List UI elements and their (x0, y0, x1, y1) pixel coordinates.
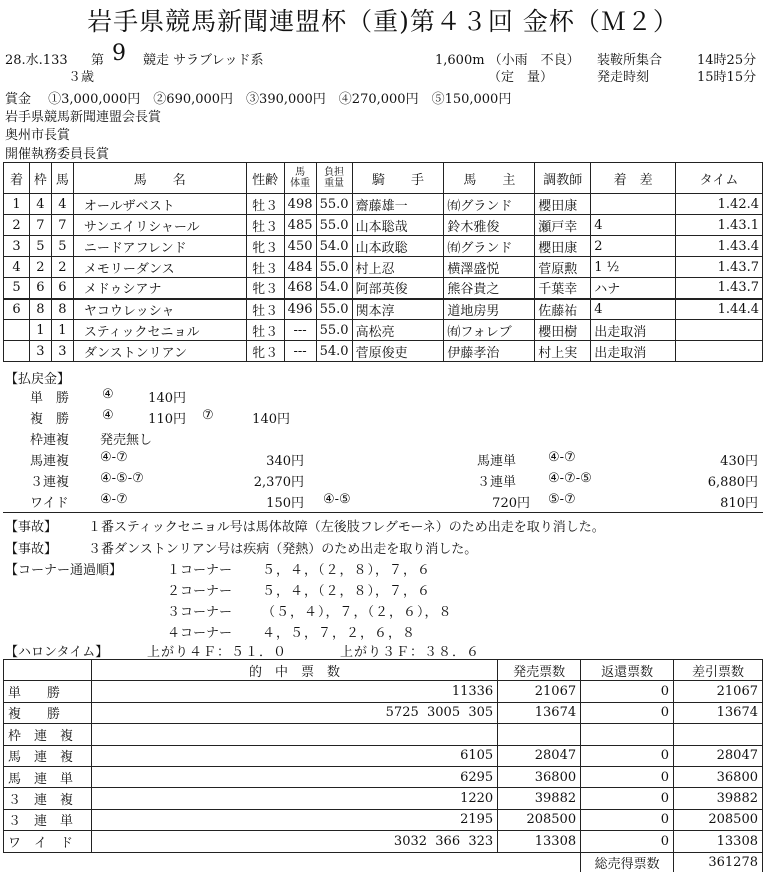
corner-1-order: ５，４，（２，８），７，６ (262, 563, 432, 578)
result-row (4, 236, 763, 257)
result-jockey: 齋藤雄一 (352, 194, 444, 215)
corner-2-order: ５，４，（２，８），７，６ (262, 584, 432, 599)
result-frame: 1 (29, 320, 51, 341)
corner-2-name: ２コーナー (167, 584, 233, 599)
accident-1-text: １番スティックセニョル号は馬体故障（左後肢フレグモーネ）のため出走を取り消した。 (88, 520, 605, 535)
wakuren-text: 発売無し (100, 433, 153, 448)
result-jockey: 高松亮 (352, 320, 444, 341)
result-trainer: 櫻田康 (535, 194, 591, 215)
result-trainer: 瀬戸幸 (535, 215, 591, 236)
result-weight: --- (284, 341, 316, 362)
race-date-code: 28.水.133 (5, 53, 68, 68)
result-owner: ㈲グランド (444, 194, 535, 215)
result-burden: 54.0 (316, 278, 352, 299)
result-time: 1.43.7 (676, 278, 763, 299)
accident-2-text: ３番ダンストンリアン号は疾病（発熱）のため出走を取り消した。 (88, 542, 478, 557)
corners-label: 【コーナー通過順】 (5, 563, 123, 578)
result-horse-name: ダンストンリアン (73, 341, 246, 362)
result-trainer: 櫻田康 (535, 236, 591, 257)
result-burden: 55.0 (316, 299, 352, 320)
award-2: 奥州市長賞 (5, 128, 71, 143)
accident-1-label: 【事故】 (5, 520, 58, 535)
umaren-tan-label: 馬連単 (477, 454, 517, 469)
result-weight: 468 (284, 278, 316, 299)
wide-combo-1: ④-⑦ (100, 492, 128, 507)
votes-total-label: 総売得票数 (581, 852, 674, 872)
result-jockey: 阿部英俊 (352, 278, 444, 299)
result-trainer: 千葉幸 (535, 278, 591, 299)
result-sex-age: 牡３ (246, 194, 284, 215)
vote-net: 28047 (674, 745, 763, 766)
tansho-combo: ④ (102, 387, 114, 402)
result-row (4, 320, 763, 341)
result-margin: 2 (591, 236, 676, 257)
wide-combo-2: ④-⑤ (323, 492, 351, 507)
vote-net: 21067 (674, 681, 763, 702)
result-horse-no: 1 (51, 320, 73, 341)
result-horse-name: サンエイリシャール (73, 215, 246, 236)
furlong-last4f: 上がり４Ｆ：５１．０ (147, 645, 288, 660)
vote-type: 複 勝 (4, 702, 92, 723)
results-header-row (4, 163, 763, 194)
vote-sold (498, 724, 581, 745)
result-owner: 道地房男 (444, 299, 535, 320)
umaren-tan-amount: 430円 (720, 454, 758, 469)
tansho-label: 単 勝 (30, 391, 70, 406)
result-frame: 8 (29, 299, 51, 320)
votes-total-blank-3 (498, 852, 581, 872)
result-row (4, 257, 763, 278)
result-burden: 55.0 (316, 215, 352, 236)
result-row (4, 215, 763, 236)
vote-sold: 28047 (498, 745, 581, 766)
wide-amount-3: 810円 (720, 496, 758, 511)
vote-row (4, 766, 763, 787)
sanren-fuku-amount: 2,370円 (253, 475, 304, 490)
result-horse-name: メドゥシアナ (73, 278, 246, 299)
race-title: 岩手県競馬新聞連盟杯（重)第４３回 金杯（Ｍ２） (87, 7, 679, 36)
header-horse-name: 馬 名 (73, 163, 246, 194)
vote-refund: 0 (581, 702, 674, 723)
vote-hit: 2195 (91, 809, 497, 830)
vote-refund: 0 (581, 681, 674, 702)
gather-label: 装鞍所集合 (597, 53, 663, 68)
sanren-fuku-combo: ④-⑤-⑦ (100, 471, 144, 486)
result-rank (4, 341, 30, 362)
result-burden: 55.0 (316, 194, 352, 215)
vote-hit: 6295 (91, 766, 497, 787)
result-sex-age: 牡３ (246, 257, 284, 278)
result-time: 1.43.1 (676, 215, 763, 236)
result-horse-name: オールザベスト (73, 194, 246, 215)
result-horse-no: 2 (51, 257, 73, 278)
votes-header-sold: 発売票数 (498, 660, 581, 681)
vote-net: 13674 (674, 702, 763, 723)
result-trainer: 佐藤祐 (535, 299, 591, 320)
vote-type: 馬 連 複 (4, 745, 92, 766)
vote-refund: 0 (581, 745, 674, 766)
result-horse-no: 6 (51, 278, 73, 299)
result-row (4, 341, 763, 362)
result-sex-age: 牝３ (246, 278, 284, 299)
result-margin: 4 (591, 215, 676, 236)
vote-hit: 6105 (91, 745, 497, 766)
start-time: 15時15分 (697, 70, 757, 85)
payout-header: 【払戻金】 (5, 372, 71, 387)
result-time: 1.42.4 (676, 194, 763, 215)
result-time: 1.44.4 (676, 299, 763, 320)
header-trainer: 調教師 (535, 163, 591, 194)
result-owner: 熊谷貴之 (444, 278, 535, 299)
sanren-tan-combo: ④-⑦-⑤ (548, 471, 592, 486)
vote-type: ワ イ ド (4, 831, 92, 852)
result-horse-name: ニードアフレンド (73, 236, 246, 257)
result-margin: 1 ½ (591, 257, 676, 278)
award-1: 岩手県競馬新聞連盟会長賞 (5, 110, 162, 125)
race-age: ３歳 (68, 70, 95, 85)
vote-row (4, 702, 763, 723)
result-burden: 55.0 (316, 257, 352, 278)
result-jockey: 関本淳 (352, 299, 444, 320)
vote-refund: 0 (581, 766, 674, 787)
sanren-fuku-label: ３連複 (30, 475, 70, 490)
wide-label: ワイド (30, 496, 69, 511)
header-horse-no: 馬 (51, 163, 73, 194)
corner-3-order: （５，４），７，（２，６），８ (262, 605, 453, 620)
vote-row (4, 681, 763, 702)
votes-header-row (4, 660, 763, 681)
umaren-fuku-combo: ④-⑦ (100, 450, 128, 465)
header-jockey: 騎 手 (352, 163, 444, 194)
result-burden: 54.0 (316, 341, 352, 362)
vote-net: 208500 (674, 809, 763, 830)
result-burden: 54.0 (316, 236, 352, 257)
result-horse-name: メモリーダンス (73, 257, 246, 278)
vote-row (4, 745, 763, 766)
sanren-tan-label: ３連単 (477, 475, 517, 490)
result-time: 1.43.4 (676, 236, 763, 257)
result-margin: 4 (591, 299, 676, 320)
header-weight: 馬 体重 (284, 163, 316, 194)
fukusho-combo-1: ④ (102, 408, 114, 423)
result-jockey: 菅原俊吏 (352, 341, 444, 362)
award-3: 開催執務委員長賞 (5, 147, 110, 162)
result-horse-no: 3 (51, 341, 73, 362)
result-trainer: 村上実 (535, 341, 591, 362)
result-weight: 498 (284, 194, 316, 215)
vote-sold: 21067 (498, 681, 581, 702)
result-sex-age: 牡３ (246, 215, 284, 236)
accident-2-label: 【事故】 (5, 542, 58, 557)
vote-row (4, 831, 763, 852)
results-table (3, 162, 763, 362)
race-rule: （定 量） (488, 70, 554, 85)
vote-hit: 3032 366 323 (91, 831, 497, 852)
umaren-fuku-label: 馬連複 (30, 454, 70, 469)
result-time (676, 341, 763, 362)
vote-sold: 13308 (498, 831, 581, 852)
result-horse-name: ヤコウレッシャ (73, 299, 246, 320)
result-frame: 4 (29, 194, 51, 215)
result-jockey: 村上忍 (352, 257, 444, 278)
result-weight: --- (284, 320, 316, 341)
header-rank: 着 (4, 163, 30, 194)
vote-refund (581, 724, 674, 745)
vote-type: 単 勝 (4, 681, 92, 702)
vote-net: 13308 (674, 831, 763, 852)
header-sex-age: 性齢 (246, 163, 284, 194)
vote-type: 枠 連 複 (4, 724, 92, 745)
vote-hit: 1220 (91, 788, 497, 809)
result-rank: 6 (4, 299, 30, 320)
vote-net: 39882 (674, 788, 763, 809)
result-row (4, 299, 763, 320)
vote-row (4, 724, 763, 745)
start-label: 発走時刻 (597, 70, 650, 85)
result-frame: 7 (29, 215, 51, 236)
result-horse-no: 4 (51, 194, 73, 215)
result-owner: 横澤盛悦 (444, 257, 535, 278)
header-margin: 着 差 (591, 163, 676, 194)
vote-type: ３ 連 単 (4, 809, 92, 830)
race-distance-weather: 1,600m （小雨 不良） (435, 53, 580, 68)
result-row (4, 194, 763, 215)
result-horse-no: 8 (51, 299, 73, 320)
result-margin: 出走取消 (591, 320, 676, 341)
result-rank: 1 (4, 194, 30, 215)
votes-total-blank (4, 852, 92, 872)
fukusho-amount-1: 110円 (148, 412, 186, 427)
result-weight: 484 (284, 257, 316, 278)
result-rank: 4 (4, 257, 30, 278)
result-owner: ㈲グランド (444, 236, 535, 257)
result-horse-no: 7 (51, 215, 73, 236)
vote-sold: 39882 (498, 788, 581, 809)
result-jockey: 山本聡哉 (352, 215, 444, 236)
prize-money: 賞金 ①3,000,000円 ②690,000円 ③390,000円 ④270,000円 ⑤150,000円 (5, 92, 512, 107)
header-burden: 負担 重量 (316, 163, 352, 194)
result-burden: 55.0 (316, 320, 352, 341)
result-owner: ㈲フォレブ (444, 320, 535, 341)
furlong-label: 【ハロンタイム】 (5, 645, 109, 660)
result-sex-age: 牡３ (246, 320, 284, 341)
vote-sold: 208500 (498, 809, 581, 830)
votes-table (3, 659, 763, 872)
corner-4-name: ４コーナー (167, 626, 233, 641)
result-sex-age: 牡３ (246, 299, 284, 320)
wide-amount-2: 720円 (492, 496, 530, 511)
result-weight: 485 (284, 215, 316, 236)
corner-3-name: ３コーナー (167, 605, 233, 620)
result-rank: 3 (4, 236, 30, 257)
vote-refund: 0 (581, 788, 674, 809)
result-weight: 496 (284, 299, 316, 320)
header-owner: 馬 主 (444, 163, 535, 194)
result-rank: 2 (4, 215, 30, 236)
race-number: 9 (112, 41, 126, 66)
result-time (676, 320, 763, 341)
result-sex-age: 牝３ (246, 236, 284, 257)
payout-divider (3, 512, 763, 513)
result-frame: 6 (29, 278, 51, 299)
vote-type: 馬 連 単 (4, 766, 92, 787)
vote-hit: 5725 3005 305 (91, 702, 497, 723)
votes-header-hit: 的 中 票 数 (91, 660, 497, 681)
result-row (4, 278, 763, 299)
vote-sold: 36800 (498, 766, 581, 787)
votes-header-net: 差引票数 (674, 660, 763, 681)
result-frame: 3 (29, 341, 51, 362)
result-weight: 450 (284, 236, 316, 257)
vote-refund: 0 (581, 809, 674, 830)
fukusho-amount-2: 140円 (252, 412, 290, 427)
corner-1-name: １コーナー (167, 563, 233, 578)
result-rank: 5 (4, 278, 30, 299)
result-trainer: 櫻田樹 (535, 320, 591, 341)
votes-total-blank-2 (91, 852, 497, 872)
result-trainer: 菅原勲 (535, 257, 591, 278)
result-horse-name: スティックセニョル (73, 320, 246, 341)
corner-4-order: ４，５，７，２，６，８ (262, 626, 417, 641)
result-jockey: 山本政聡 (352, 236, 444, 257)
result-margin (591, 194, 676, 215)
header-frame: 枠 (29, 163, 51, 194)
result-frame: 2 (29, 257, 51, 278)
wakuren-label: 枠連複 (30, 433, 70, 448)
vote-net (674, 724, 763, 745)
vote-row (4, 788, 763, 809)
vote-net: 36800 (674, 766, 763, 787)
header-time: タイム (676, 163, 763, 194)
vote-refund: 0 (581, 831, 674, 852)
race-category: 競走 サラブレッド系 (143, 53, 264, 68)
votes-header-refund: 返還票数 (581, 660, 674, 681)
sanren-tan-amount: 6,880円 (707, 475, 758, 490)
result-margin: 出走取消 (591, 341, 676, 362)
fukusho-combo-2: ⑦ (202, 408, 214, 423)
vote-sold: 13674 (498, 702, 581, 723)
umaren-fuku-amount: 340円 (266, 454, 304, 469)
vote-hit: 11336 (91, 681, 497, 702)
result-sex-age: 牝３ (246, 341, 284, 362)
result-time: 1.43.7 (676, 257, 763, 278)
result-rank (4, 320, 30, 341)
votes-header-blank (4, 660, 92, 681)
result-margin: ハナ (591, 278, 676, 299)
vote-hit (91, 724, 497, 745)
furlong-last3f: 上がり３Ｆ：３８．６ (340, 645, 481, 660)
result-owner: 鈴木雅俊 (444, 215, 535, 236)
wide-combo-3: ⑤-⑦ (548, 492, 576, 507)
result-horse-no: 5 (51, 236, 73, 257)
wide-amount-1: 150円 (266, 496, 304, 511)
votes-total-row (4, 852, 763, 872)
result-frame: 5 (29, 236, 51, 257)
votes-total-value: 361278 (674, 852, 763, 872)
vote-row (4, 809, 763, 830)
gather-time: 14時25分 (697, 53, 757, 68)
fukusho-label: 複 勝 (30, 412, 70, 427)
result-owner: 伊藤孝治 (444, 341, 535, 362)
race-prefix: 第 (91, 53, 105, 68)
tansho-amount: 140円 (148, 391, 186, 406)
vote-type: ３ 連 複 (4, 788, 92, 809)
umaren-tan-combo: ④-⑦ (548, 450, 576, 465)
